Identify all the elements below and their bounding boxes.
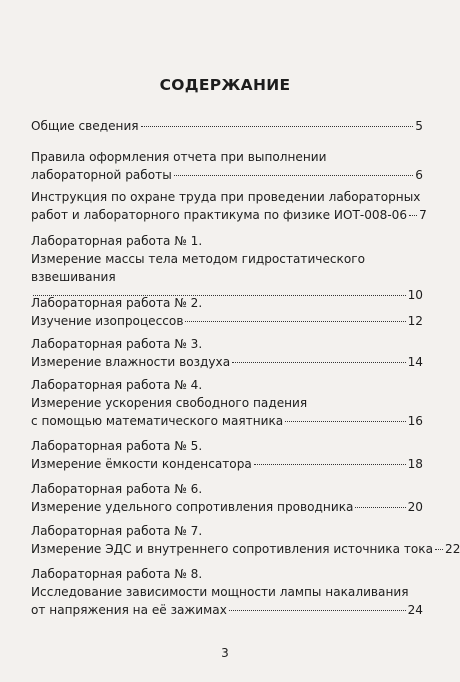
page-title: СОДЕРЖАНИЕ xyxy=(159,76,291,94)
toc-entry-line: Инструкция по охране труда при проведении лабораторных xyxy=(31,190,421,204)
toc-entry xyxy=(31,148,423,184)
toc-entry-title: с помощью математического маятника xyxy=(31,414,284,428)
toc-page-number: 7 xyxy=(419,208,427,222)
toc-entry-line: Лабораторная работа № 8. xyxy=(31,567,203,581)
toc-page-number: 22 xyxy=(445,542,460,556)
toc-entry xyxy=(31,294,423,330)
toc-entry-line: Измерение ускорения свободного падения xyxy=(31,396,308,410)
toc-page-number: 14 xyxy=(407,355,423,369)
toc-entry-line: Лабораторная работа № 5. xyxy=(31,439,203,453)
toc-page-number: 10 xyxy=(407,288,423,302)
toc-page-number: 12 xyxy=(407,314,423,328)
toc-entry xyxy=(31,335,423,371)
leader-dots xyxy=(355,507,405,508)
leader-dots xyxy=(285,421,405,422)
toc-entry-line: Правила оформления отчета при выполнении xyxy=(31,150,327,164)
toc-entry xyxy=(31,565,423,619)
toc-entry-line: Лабораторная работа № 2. xyxy=(31,296,203,310)
toc-entry-line: взвешивания xyxy=(31,270,116,284)
toc-entry xyxy=(31,376,423,430)
toc-entry-title: Измерение удельного сопротивления проводника xyxy=(31,500,354,514)
toc-entry xyxy=(31,188,427,224)
toc-entry-title: Общие сведения xyxy=(31,119,139,133)
toc-entry-title: от напряжения на её зажимах xyxy=(31,603,227,617)
toc-entry-title: Измерение ёмкости конденсатора xyxy=(31,457,252,471)
toc-entry xyxy=(31,522,460,558)
toc-page-number: 5 xyxy=(415,119,423,133)
page-number: 3 xyxy=(221,646,229,660)
toc-entry-line: Измерение массы тела методом гидростатического xyxy=(31,252,365,266)
toc-entry-title: Измерение ЭДС и внутреннего сопротивления источника тока xyxy=(31,542,434,556)
leader-dots xyxy=(174,175,414,176)
toc-entry-title: лабораторной работы xyxy=(31,168,172,182)
toc-entry-line: Лабораторная работа № 3. xyxy=(31,337,203,351)
leader-dots xyxy=(185,321,405,322)
leader-dots xyxy=(254,464,406,465)
toc-entry-line: Исследование зависимости мощности лампы накаливания xyxy=(31,585,409,599)
toc-entry xyxy=(31,117,423,135)
toc-page-number: 18 xyxy=(407,457,423,471)
toc-page-number: 16 xyxy=(407,414,423,428)
toc-entry xyxy=(31,437,423,473)
leader-dots xyxy=(141,126,414,127)
toc-entry-line: Лабораторная работа № 4. xyxy=(31,378,203,392)
toc-page-number: 6 xyxy=(415,168,423,182)
leader-dots xyxy=(229,610,406,611)
toc-entry-line: Лабораторная работа № 6. xyxy=(31,482,203,496)
toc-page-number: 24 xyxy=(407,603,423,617)
leader-dots xyxy=(435,549,443,550)
toc-entry-line: Лабораторная работа № 7. xyxy=(31,524,203,538)
toc-entry-line: Лабораторная работа № 1. xyxy=(31,234,203,248)
toc-entry xyxy=(31,480,423,516)
leader-dots xyxy=(232,362,405,363)
toc-entry-title: Измерение влажности воздуха xyxy=(31,355,231,369)
toc-entry-title: работ и лабораторного практикума по физике ИОТ-008-06 xyxy=(31,208,408,222)
toc-page-number: 20 xyxy=(407,500,423,514)
toc-entry-title: Изучение изопроцессов xyxy=(31,314,184,328)
leader-dots xyxy=(409,215,417,216)
